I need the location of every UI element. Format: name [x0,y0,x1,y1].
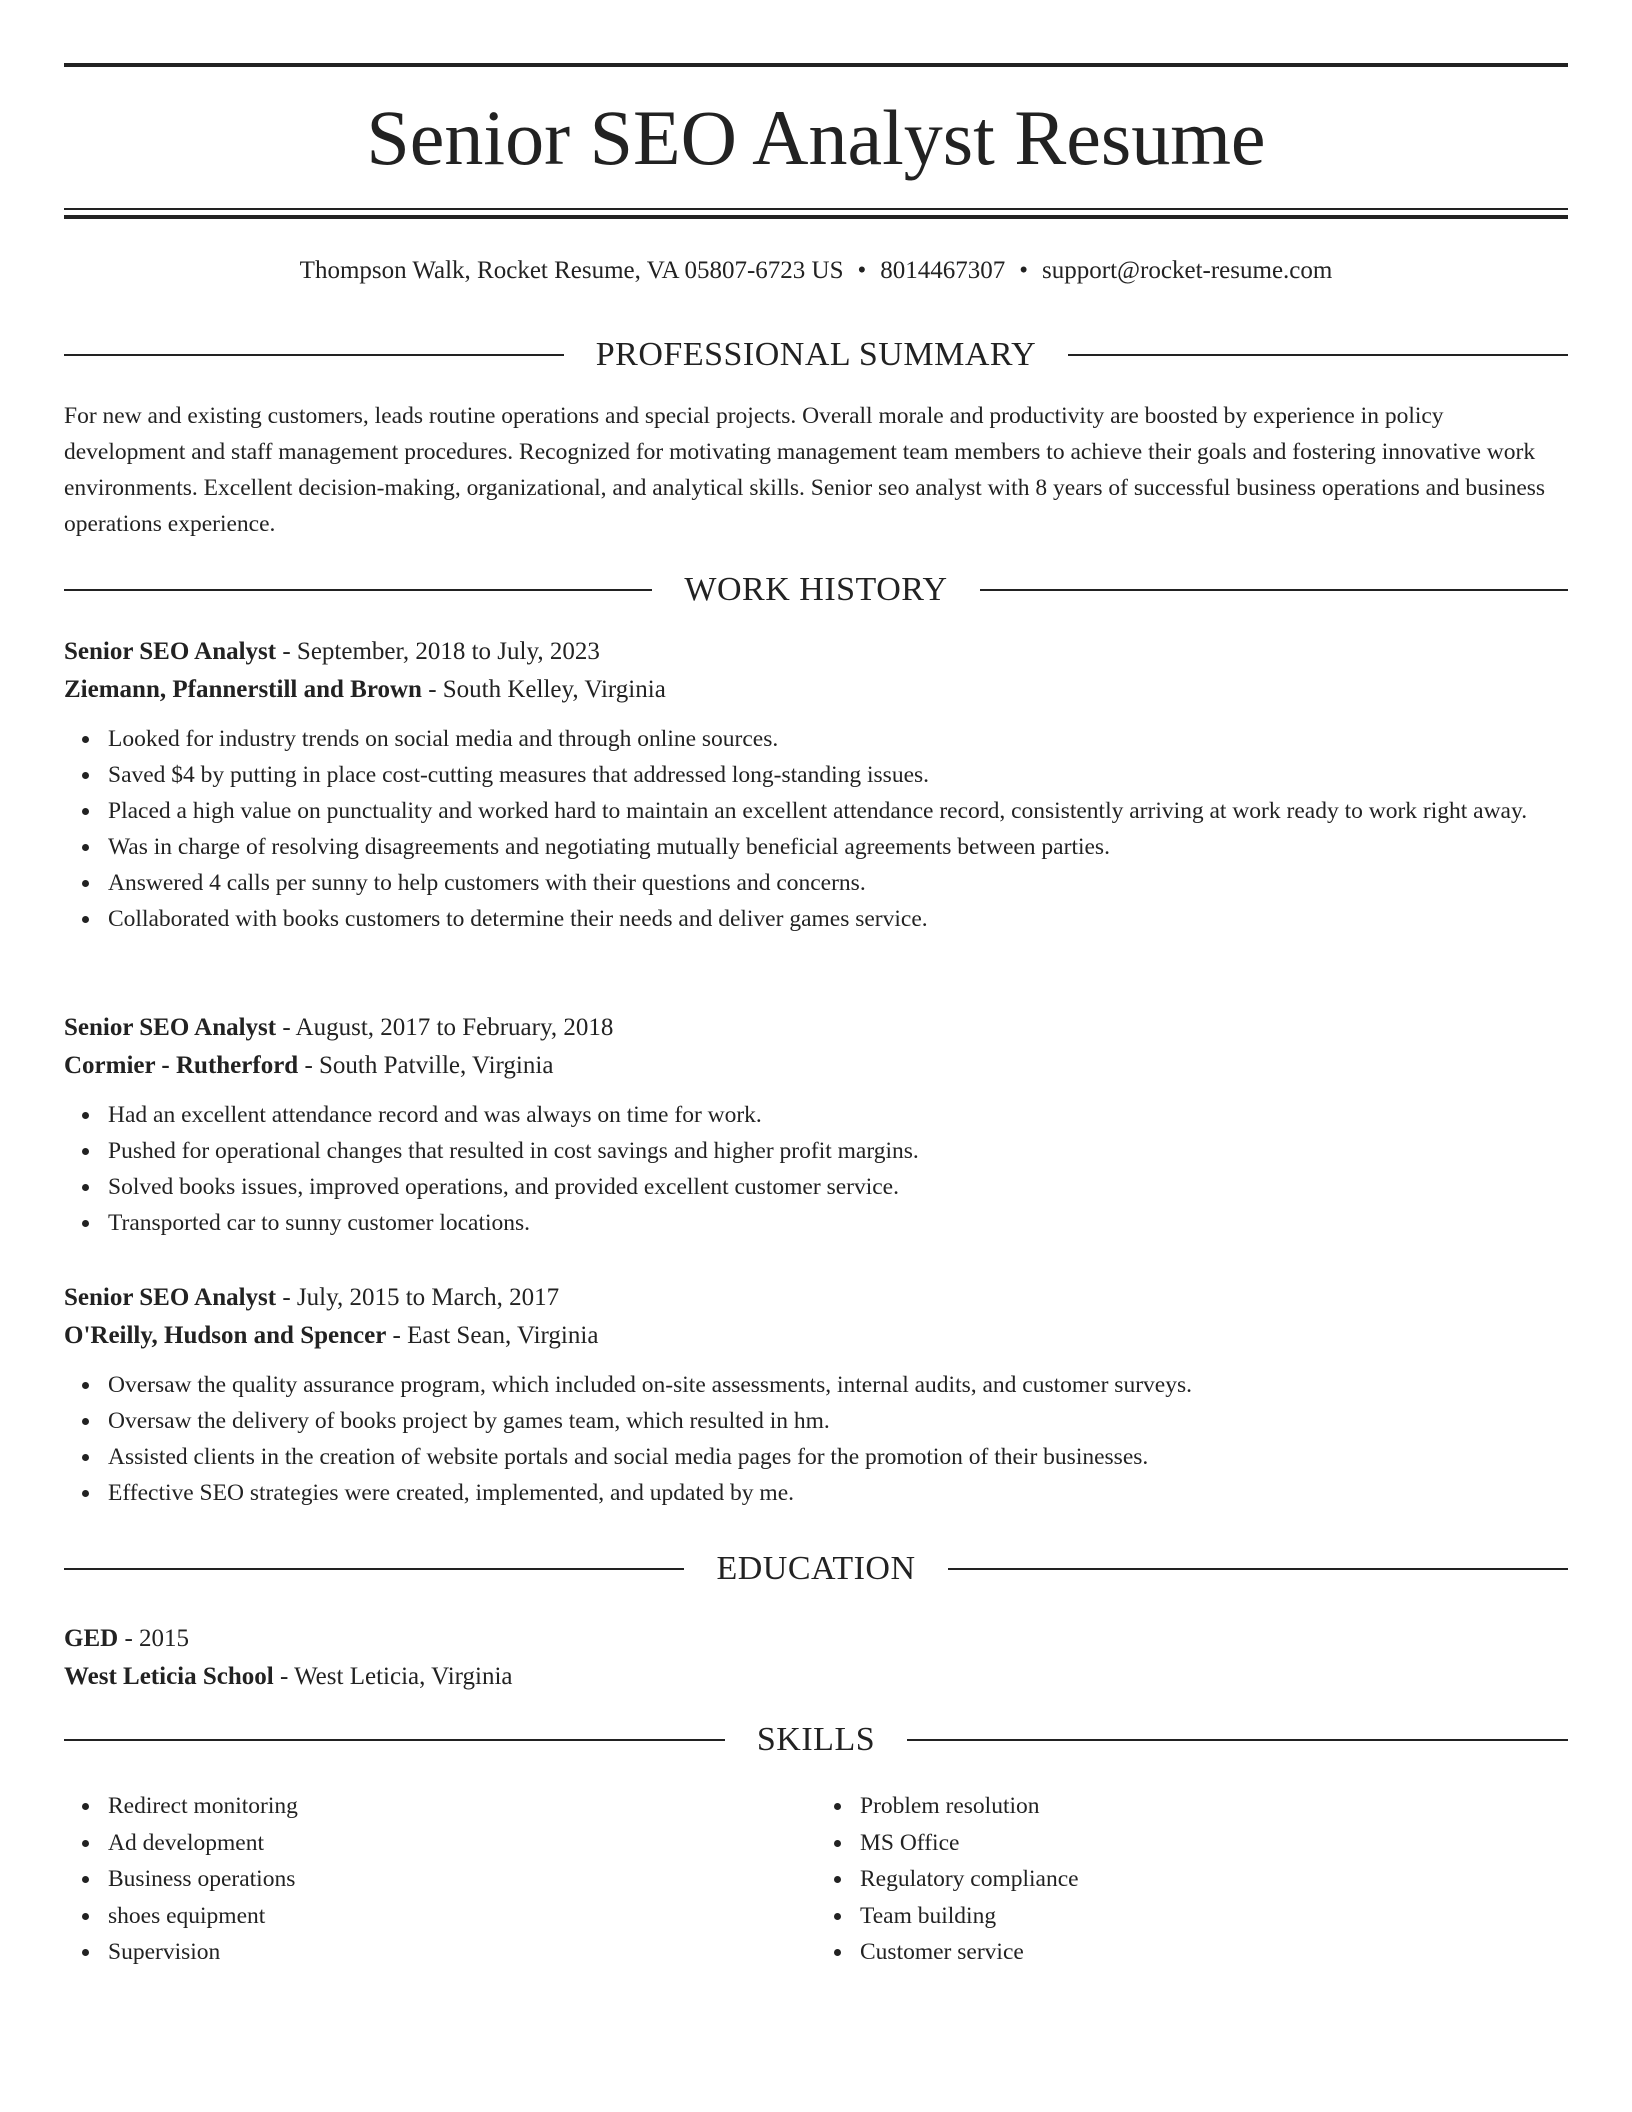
bullet-dot [82,1490,89,1497]
list-item-text: Looked for industry trends on social media and through online sources. [108,726,779,752]
contact-email: support@rocket-resume.com [1042,257,1333,284]
list-item-text: Pushed for operational changes that resulted in cost savings and higher profit margins. [108,1138,919,1164]
job-company: O'Reilly, Hudson and Spencer [64,1322,387,1349]
job-title-line [64,633,1568,671]
job-company-line [64,671,1568,709]
section-heading-summary [64,332,1568,378]
bullet-dot [82,736,89,743]
bullet-dot [82,1840,89,1847]
heading-rule-right [1068,354,1568,356]
bullet-dot [834,1949,841,1956]
education-degree-line [64,1620,1568,1658]
job-location: - South Kelley, Virginia [421,676,666,703]
job-title: Senior SEO Analyst [64,1284,277,1311]
heading-rule-left [64,354,564,356]
list-item [108,865,1568,901]
job-title: Senior SEO Analyst [64,638,277,665]
list-item-text: Transported car to sunny customer locations. [108,1210,531,1236]
title-rule-thick [64,215,1568,219]
job-dates: - September, 2018 to July, 2023 [276,638,600,665]
bullet-dot [82,772,89,779]
list-item [860,1861,1568,1898]
job-dates: - July, 2015 to March, 2017 [276,1284,560,1311]
list-item-text: Had an excellent attendance record and was always on time for work. [108,1102,762,1128]
skill-text: MS Office [860,1829,960,1856]
job-entry [64,1279,1568,1511]
list-item [108,1861,816,1898]
section-title: EDUCATION [716,1550,916,1587]
bullet-dot [82,808,89,815]
skill-text: Regulatory compliance [860,1866,1079,1892]
section-title: PROFESSIONAL SUMMARY [595,336,1037,373]
list-item-text: Placed a high value on punctuality and worked hard to maintain an excellent attendance record, consistently arriving at work ready to work right away. [108,798,1528,824]
summary-text: For new and existing customers, leads routine operations and special projects. Overall morale and productivity are boosted by experience in policy development and staff management procedures. Recognized for motivating management team members to achieve their goals and fostering innovative work environments. Excellent decision-making, organizational, and analytical skills. Senior seo analyst with 8 years of successful business operations and business operations experience. [64,403,1546,537]
education-degree: GED [64,1625,119,1652]
section-title: WORK HISTORY [684,571,948,608]
skill-text: Business operations [108,1866,296,1892]
job-title-line [64,1009,1568,1047]
job-location: - East Sean, Virginia [386,1322,599,1349]
heading-rule-right [948,1568,1568,1570]
list-item-text: Effective SEO strategies were created, implemented, and updated by me. [108,1480,795,1506]
education-location: - West Leticia, Virginia [273,1663,513,1690]
bullet-dot [834,1876,841,1883]
heading-rule-right [907,1739,1568,1741]
list-item [860,1825,1568,1862]
heading-rule-right [980,589,1568,591]
section-heading-education [64,1546,1568,1592]
list-item [108,829,1568,865]
job-bullets [64,1367,1568,1511]
job-bullets [64,1097,1568,1241]
list-item-text: Solved books issues, improved operations, and provided excellent customer service. [108,1174,899,1200]
list-item-text: Oversaw the delivery of books project by games team, which resulted in hm. [108,1408,830,1434]
bullet-dot [82,1913,89,1920]
contact-separator: • [1019,257,1029,284]
list-item [108,1825,816,1862]
bullet-dot [82,1112,89,1119]
list-item [108,1367,1568,1403]
job-company: Ziemann, Pfannerstill and Brown [64,676,422,703]
education-school-line [64,1658,1568,1696]
bullet-dot [82,1148,89,1155]
skill-text: Problem resolution [860,1793,1040,1819]
list-item-text: Saved $4 by putting in place cost-cutting measures that addressed long-standing issues. [108,762,930,788]
list-item [860,1898,1568,1935]
bullet-dot [82,1184,89,1191]
list-item [108,1898,816,1935]
heading-rule-left [64,589,652,591]
job-title-line [64,1279,1568,1317]
list-item [108,1133,1568,1169]
education-entry [64,1620,1568,1696]
list-item-text: Was in charge of resolving disagreements and negotiating mutually beneficial agreements between parties. [108,834,1110,860]
section-title: SKILLS [756,1721,876,1758]
skills-column-left [64,1788,816,1971]
list-item [108,793,1568,829]
list-item [108,1475,1568,1511]
list-item [108,1097,1568,1133]
title-rule-thin [64,208,1568,210]
contact-phone: 8014467307 [880,257,1006,284]
list-item [108,1403,1568,1439]
list-item [860,1934,1568,1971]
list-item [108,1205,1568,1241]
bullet-dot [834,1803,841,1810]
contact-line [64,254,1568,288]
contact-separator: • [857,257,867,284]
list-item-text: Oversaw the quality assurance program, which included on-site assessments, internal audits, and customer surveys. [108,1372,1192,1398]
bullet-dot [82,880,89,887]
bullet-dot [82,1803,89,1810]
bullet-dot [82,916,89,923]
contact-address: Thompson Walk, Rocket Resume, VA 05807-6723 US [299,257,844,284]
skills-column-right [816,1788,1568,1971]
list-item [108,1788,816,1825]
list-item-text: Assisted clients in the creation of website portals and social media pages for the promotion of their businesses. [108,1444,1149,1470]
bullet-dot [82,1220,89,1227]
skill-text: Team building [860,1902,997,1929]
section-heading-work [64,567,1568,613]
skill-text: Redirect monitoring [108,1793,298,1819]
skill-text: Customer service [860,1939,1024,1965]
list-item [108,1169,1568,1205]
list-item-text: Answered 4 calls per sunny to help customers with their questions and concerns. [108,870,866,896]
skills-list [64,1788,1568,1971]
job-entry [64,1009,1568,1241]
heading-rule-left [64,1568,684,1570]
list-item [108,757,1568,793]
education-year: - 2015 [118,1625,190,1652]
job-company-line [64,1317,1568,1355]
job-title: Senior SEO Analyst [64,1014,277,1041]
bullet-dot [82,1382,89,1389]
bullet-dot [834,1913,841,1920]
list-item [860,1788,1568,1825]
list-item [108,721,1568,757]
list-item [108,1934,816,1971]
job-company: Cormier - Rutherford [64,1052,299,1079]
list-item-text: Collaborated with books customers to determine their needs and deliver games service. [108,906,928,932]
bullet-dot [82,1949,89,1956]
job-bullets [64,721,1568,937]
section-heading-skills [64,1717,1568,1763]
bullet-dot [82,1454,89,1461]
job-company-line [64,1047,1568,1085]
job-dates: - August, 2017 to February, 2018 [276,1014,614,1041]
bullet-dot [82,1418,89,1425]
skill-text: Ad development [108,1829,264,1856]
list-item [108,901,1568,937]
skill-text: Supervision [108,1939,221,1965]
job-location: - South Patville, Virginia [298,1052,554,1079]
bullet-dot [82,1876,89,1883]
top-rule [64,63,1568,67]
page-title: Senior SEO Analyst Resume [366,94,1266,181]
skill-text: shoes equipment [108,1902,266,1929]
list-item [108,1439,1568,1475]
job-entry [64,633,1568,937]
education-school: West Leticia School [64,1663,274,1690]
bullet-dot [834,1840,841,1847]
heading-rule-left [64,1739,725,1741]
bullet-dot [82,844,89,851]
